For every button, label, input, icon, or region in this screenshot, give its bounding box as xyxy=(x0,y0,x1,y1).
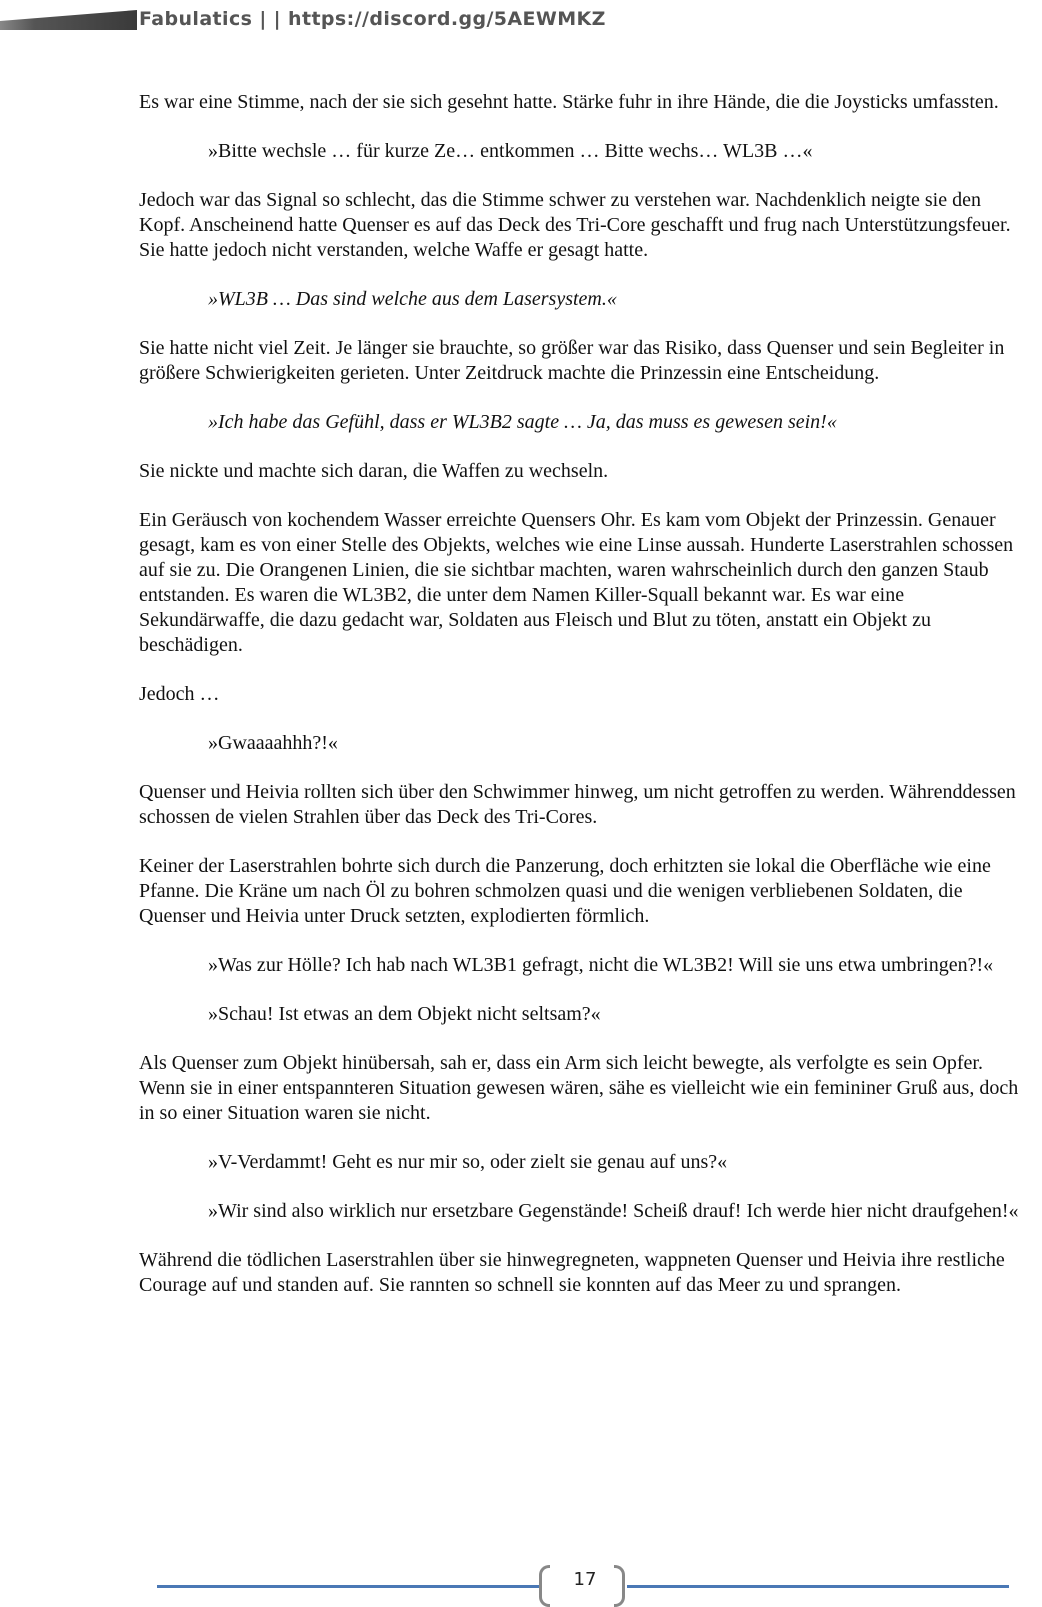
page-number: 17 xyxy=(573,1569,597,1590)
header-decoration-bar xyxy=(0,10,137,30)
paragraph: Ein Geräusch von kochendem Wasser erreichte Quensers Ohr. Es kam vom Objekt der Prinzessin. Genauer gesagt, kam es von einer Stelle des Objekts, welches wie eine Linse aussah. Hunderte Laserstrahlen schossen auf sie zu. Die Orangenen Linien, die sie sichtbar machten, waren wahrscheinlich durch den ganzen Staub entstanden. Es waren die WL3B2, die unter dem Namen Killer-Squall bekannt war. Es war eine Sekundärwaffe, die dazu gedacht war, Soldaten aus Fleisch und Blut zu töten, anstatt ein Objekt zu beschädigen. xyxy=(139,509,1014,656)
paragraph: Sie hatte nicht viel Zeit. Je länger sie brauchte, so größer war das Risiko, dass Quenser und sein Begleiter in größere Schwierigkeiten gerieten. Unter Zeitdruck machte die Prinzessin eine Entscheidung. xyxy=(139,337,1005,384)
dialogue-line: »Schau! Ist etwas an dem Objekt nicht seltsam?« xyxy=(208,1003,601,1025)
paragraph: Als Quenser zum Objekt hinübersah, sah er, dass ein Arm sich leicht bewegte, als verfolgte es sein Opfer. Wenn sie in einer entspannteren Situation gewesen wären, sähe es vielleicht wie ein femininer Gruß aus, doch in so einer Situation waren sie nicht. xyxy=(139,1052,1019,1124)
thought-line: »WL3B … Das sind welche aus dem Lasersystem.« xyxy=(208,288,617,310)
dialogue-line: »Bitte wechsle … für kurze Ze… entkommen … Bitte wechs… WL3B …« xyxy=(208,140,813,162)
dialogue-line: »V-Verdammt! Geht es nur mir so, oder zielt sie genau auf uns?« xyxy=(208,1151,728,1173)
dialogue-line: »Gwaaaahhh?!« xyxy=(208,732,338,754)
thought-line: »Ich habe das Gefühl, dass er WL3B2 sagte … Ja, das muss es gewesen sein!« xyxy=(208,411,837,433)
page-footer xyxy=(0,1565,1042,1600)
dialogue-line: »Wir sind also wirklich nur ersetzbare Gegenstände! Scheiß drauf! Ich werde hier nicht draufgehen!« xyxy=(208,1200,1019,1222)
paragraph: Jedoch … xyxy=(139,683,220,705)
paragraph: Jedoch war das Signal so schlecht, das die Stimme schwer zu verstehen war. Nachdenklich neigte sie den Kopf. Anscheinend hatte Quenser es auf das Deck des Tri-Core geschafft und frug nach Unterstützungsfeuer. Sie hatte jedoch nicht verstanden, welche Waffe er gesagt hatte. xyxy=(139,189,1011,261)
header-discord-link[interactable]: Fabulatics | | https://discord.gg/5AEWMKZ xyxy=(139,8,606,30)
page-body xyxy=(139,90,1024,1322)
paragraph: Während die tödlichen Laserstrahlen über sie hinwegregneten, wappneten Quenser und Heivia ihre restliche Courage auf und standen auf. Sie rannten so schnell sie konnten auf das Meer zu und sprangen. xyxy=(139,1249,1005,1296)
paragraph: Es war eine Stimme, nach der sie sich gesehnt hatte. Stärke fuhr in ihre Hände, die die Joysticks umfassten. xyxy=(139,91,999,113)
paragraph: Sie nickte und machte sich daran, die Waffen zu wechseln. xyxy=(139,460,609,482)
footer-rule-right xyxy=(627,1585,1009,1588)
footer-rule-left xyxy=(157,1585,539,1588)
dialogue-line: »Was zur Hölle? Ich hab nach WL3B1 gefragt, nicht die WL3B2! Will sie uns etwa umbringen?!« xyxy=(208,954,994,976)
paragraph: Keiner der Laserstrahlen bohrte sich durch die Panzerung, doch erhitzten sie lokal die Oberfläche wie eine Pfanne. Die Kräne um nach Öl zu bohren schmolzen quasi und die wenigen verbliebenen Soldaten, die Quenser und Heivia unter Druck setzten, explodierten förmlich. xyxy=(139,855,991,927)
page-number-bracket-left xyxy=(539,1565,550,1607)
page-number-bracket-right xyxy=(614,1565,625,1607)
paragraph: Quenser und Heivia rollten sich über den Schwimmer hinweg, um nicht getroffen zu werden. Währenddessen schossen de vielen Strahlen über das Deck des Tri-Cores. xyxy=(139,781,1016,828)
